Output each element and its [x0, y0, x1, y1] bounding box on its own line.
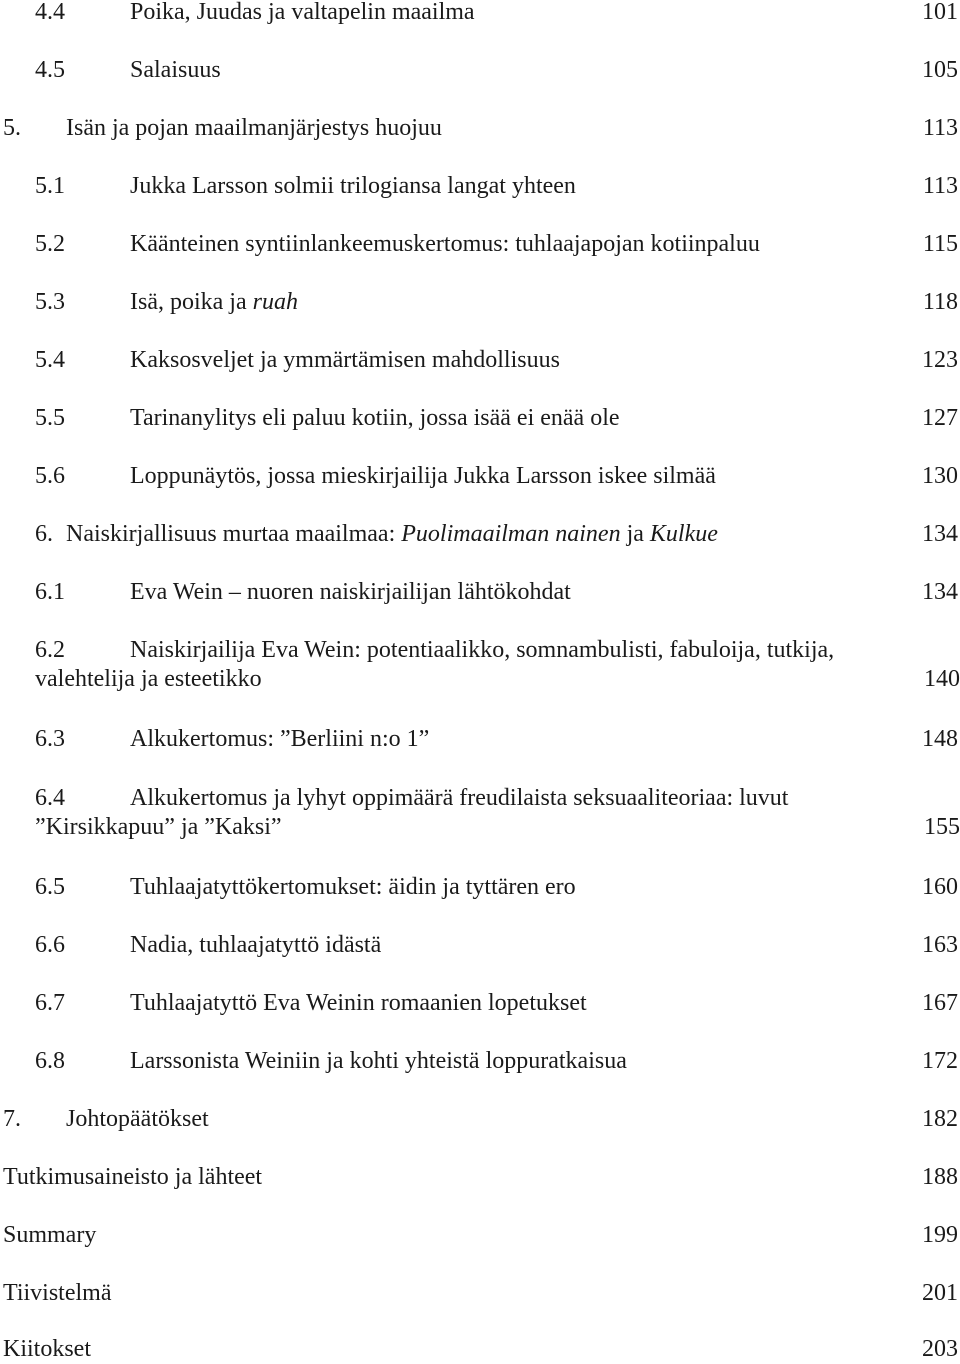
toc-entry-number: 6.3 [35, 726, 65, 752]
toc-entry-title: Tutkimusaineisto ja lähteet [3, 1164, 263, 1190]
toc-entry [0, 1334, 960, 1363]
toc-entry-title: Naiskirjailija Eva Wein: potentiaalikko, somnambulisti, fabuloija, tutkija, [130, 637, 835, 663]
toc-entry-number: 6.1 [35, 579, 65, 605]
toc-entry [0, 577, 960, 635]
toc-entry [0, 872, 960, 930]
toc-entry-title: Larssonista Weiniin ja kohti yhteistä loppuratkaisua [130, 1048, 627, 1074]
toc-entry-number: 4.5 [35, 57, 65, 83]
toc-entry-title: Jukka Larsson solmii trilogiansa langat yhteen [130, 173, 576, 199]
toc-entry [0, 229, 960, 287]
toc-entry-page: 160 [922, 874, 958, 900]
toc-entry-title-continuation: valehtelija ja esteetikko [35, 666, 262, 692]
toc-entry [0, 1220, 960, 1278]
toc-entry [0, 988, 960, 1046]
toc-entry-page: 203 [922, 1336, 958, 1362]
toc-entry-number: 6.2 [35, 637, 65, 663]
toc-entry-number: 5.2 [35, 231, 65, 257]
toc-entry-number: 5.5 [35, 405, 65, 431]
toc-entry-title: Loppunäytös, jossa mieskirjailija Jukka Larsson iskee silmää [130, 463, 716, 489]
toc-entry [0, 461, 960, 519]
toc-entry-title-continuation: ”Kirsikkapuu” ja ”Kaksi” [35, 814, 282, 840]
toc-entry-page: 188 [922, 1164, 958, 1190]
toc-entry-title: Salaisuus [130, 57, 221, 83]
toc-entry-page: 113 [922, 173, 958, 199]
toc-entry-page: 134 [922, 579, 958, 605]
toc-entry-page: 140 [924, 666, 960, 692]
toc-entry-page: 163 [922, 932, 958, 958]
toc-entry-title: Tarinanylitys eli paluu kotiin, jossa isää ei enää ole [130, 405, 620, 431]
toc-entry-title: Tuhlaajatyttökertomukset: äidin ja tyttären ero [130, 874, 576, 900]
toc-entry-title: Nadia, tuhlaajatyttö idästä [130, 932, 382, 958]
toc-entry-title: Eva Wein – nuoren naiskirjailijan lähtökohdat [130, 579, 571, 605]
toc-entry-number: 5.3 [35, 289, 65, 315]
toc-entry-number: 6.7 [35, 990, 65, 1016]
toc-entry [0, 635, 960, 707]
toc-entry [0, 287, 960, 345]
toc-entry [0, 345, 960, 403]
toc-entry-number: 6.5 [35, 874, 65, 900]
toc-entry-page: 130 [922, 463, 958, 489]
toc-entry-title-text: Isä, poika ja [130, 289, 253, 315]
toc-entry-page: 113 [922, 115, 958, 141]
toc-entry-number: 6.8 [35, 1048, 65, 1074]
toc-entry-page: 118 [922, 289, 958, 315]
toc-entry-title [130, 287, 298, 317]
toc-entry-title: Tuhlaajatyttö Eva Weinin romaanien lopetukset [130, 990, 587, 1016]
toc-entry-title: Tiivistelmä [3, 1280, 112, 1306]
toc-entry [0, 55, 960, 113]
toc-entry [0, 1278, 960, 1336]
toc-entry [0, 113, 960, 171]
toc-entry-number: 5.4 [35, 347, 65, 373]
toc-entry [0, 1046, 960, 1104]
toc-entry-title [66, 519, 718, 549]
toc-entry-title: Alkukertomus ja lyhyt oppimäärä freudilaista seksuaaliteoriaa: luvut [130, 785, 789, 811]
toc-entry [0, 1104, 960, 1162]
toc-entry-number: 6.4 [35, 785, 65, 811]
toc-entry-title: Johtopäätökset [66, 1106, 209, 1132]
toc-entry-number: 5.1 [35, 173, 65, 199]
toc-entry-title: Kaksosveljet ja ymmärtämisen mahdollisuus [130, 347, 560, 373]
toc-entry [0, 1162, 960, 1220]
toc-entry-page: 115 [922, 231, 958, 257]
toc-entry [0, 519, 960, 577]
toc-entry-title-italic: Kulkue [649, 521, 718, 547]
toc-entry-number: 5. [3, 115, 21, 141]
toc-entry-page: 134 [922, 521, 958, 547]
toc-entry-title: Alkukertomus: ”Berliini n:o 1” [130, 726, 430, 752]
toc-entry-number: 4.4 [35, 0, 65, 25]
toc-entry-page: 182 [922, 1106, 958, 1132]
toc-entry-number: 6. [35, 521, 53, 547]
toc-entry [0, 724, 960, 782]
toc-entry-page: 201 [922, 1280, 958, 1306]
toc-entry-title: Isän ja pojan maailmanjärjestys huojuu [66, 115, 442, 141]
toc-entry-page: 167 [922, 990, 958, 1016]
toc-entry-title-text: ja [620, 521, 650, 547]
toc-entry-page: 199 [922, 1222, 958, 1248]
toc-entry-title: Summary [3, 1222, 97, 1248]
toc-entry [0, 171, 960, 229]
toc-entry-page: 127 [922, 405, 958, 431]
toc-entry-page: 105 [922, 57, 958, 83]
toc-entry [0, 0, 960, 55]
toc-entry-number: 7. [3, 1106, 21, 1132]
toc-entry-title: Kiitokset [3, 1336, 91, 1362]
toc-entry-title: Käänteinen syntiinlankeemuskertomus: tuhlaajapojan kotiinpaluu [130, 231, 760, 257]
toc-entry-number: 6.6 [35, 932, 65, 958]
toc-entry-title: Poika, Juudas ja valtapelin maailma [130, 0, 475, 25]
toc-entry-page: 155 [924, 814, 960, 840]
toc-entry-page: 101 [922, 0, 958, 25]
toc-entry-page: 172 [922, 1048, 958, 1074]
toc-entry-number: 5.6 [35, 463, 65, 489]
toc-entry-page: 123 [922, 347, 958, 373]
toc-entry [0, 783, 960, 855]
toc-entry-page: 148 [922, 726, 958, 752]
toc-entry-title-italic: ruah [252, 289, 298, 315]
toc-entry [0, 403, 960, 461]
toc-entry-title-italic: Puolimaailman nainen [401, 521, 621, 547]
toc-entry [0, 930, 960, 988]
toc-entry-title-text: Naiskirjallisuus murtaa maailmaa: [66, 521, 402, 547]
